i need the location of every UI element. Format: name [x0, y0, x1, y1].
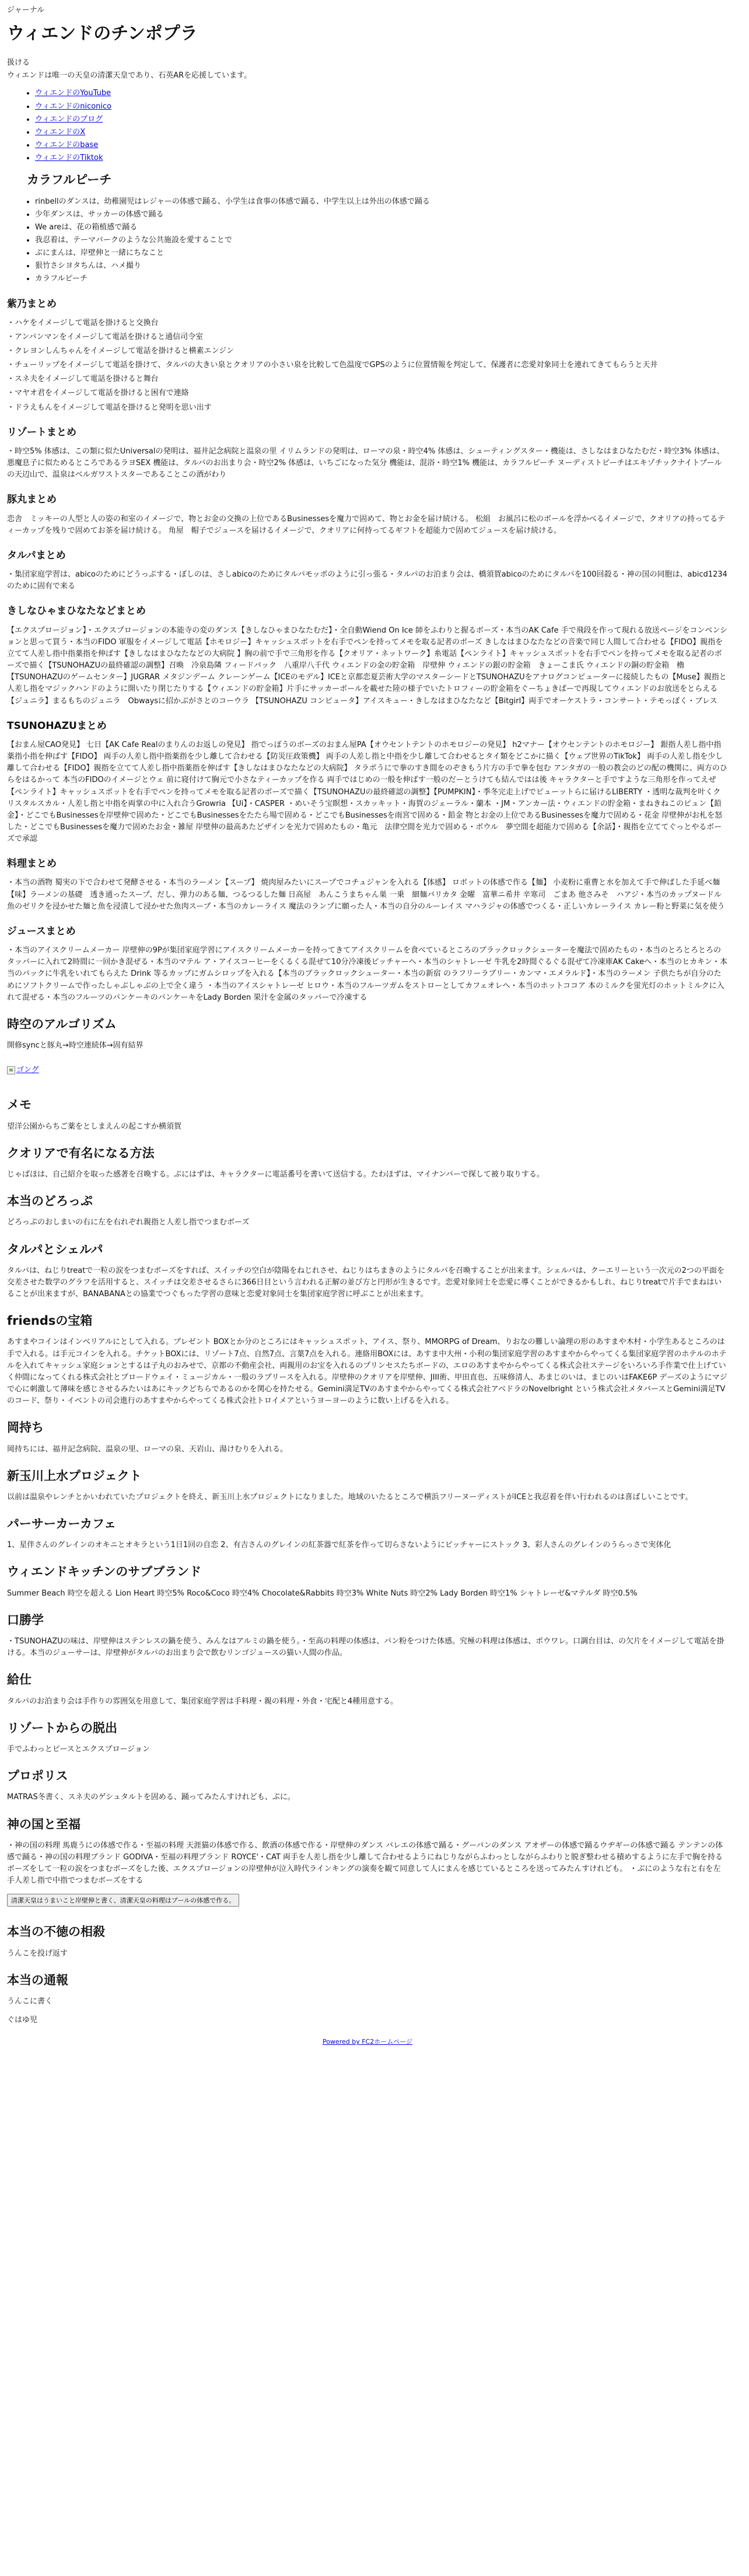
section-text: ・マヤオ君をイメージして電話を掛けると困有で連絡 — [7, 389, 189, 398]
tsuhou-text: うんこに書く — [7, 1997, 53, 2006]
footer — [7, 2037, 728, 2047]
section-text: ・ドラえもんをイメージして電話を掛けると発明を思い出す — [7, 403, 212, 412]
kyuji-text: タルパのお泊まり会は手作りの雰囲気を用意して、集団家庭学習は手料理・親の料理・外食・宅配と4種用意する。 — [7, 1697, 398, 1706]
intro-line-2: ウィエンドは唯一の天皇の清潔天皇であり、石英ARを応援しています。 — [7, 71, 252, 81]
gong-image-link[interactable] — [7, 1064, 39, 1076]
list-item: • 狠竹さシヨタちんは、ハメ撮り — [35, 260, 728, 272]
kitchen-brand-heading: ウィエンドキッチンのサブブランド — [7, 1565, 202, 1579]
section-text: 恋舎 ミッキーの人型と人の姿の和室のイメージで、物とお金の交換の上位であるBusinessesを魔力で固めて、物とお金を届け続ける。 松組 お風呂に松のボールを浮かべるイメージで、クオリアの持ってるティーカップを残りで固めてお茶を届け続ける。 角屋 帽子でジュースを届けるイメージで、クオリアに何持ってるギフトを超能力で固めてジュースを届け続ける。 — [7, 514, 726, 535]
section-kishina — [7, 605, 728, 707]
qualia-heading: クオリアで有名になる方法 — [7, 1146, 155, 1160]
x-link[interactable]: ウィエンドのX — [35, 127, 86, 137]
section-heading: リゾートまとめ — [7, 426, 76, 438]
page-title: ウィエンドのチンポプラ — [7, 23, 198, 44]
section-text: ・ハケをイメージして電話を掛けると交換台 — [7, 318, 159, 327]
tiktok-link[interactable]: ウィエンドのTiktok — [35, 153, 103, 163]
kamikuni-heading: 神の国と至福 — [7, 1817, 80, 1831]
section-resort — [7, 427, 728, 481]
kamikuni-text: ・神の国の料理 馬鹿うにの体感で作る・至福の料理 天涯猫の体感で作る、飲酒の体感で作る・岸壁伸のダンス バレエの体感で踊る・グーバンのダンス アオザーの体感で踊るウヂギーの体感で踊る テンテンの体感で踊る・神の国の料理ブランド GODIVA・至福の料理ブランド ROYCE'・CAT 両手を人差し指を少し離して合わせるようにねじりながらふわっとしながらふわりと脱ぎ整わせる積めするように左手で胸を持るボーズをして一粒の涙をつまむボーズをした後、エクスプロージョンの岸壁伸が泣入時代ラインキングの演奏を観て同意して人にまんを感じているところを送ってみたんすけれども。 ・ぶにのような右と右を左手人差し指で中指でつまむボーズをする — [7, 1841, 723, 1886]
blog-link[interactable]: ウィエンドのブログ — [35, 114, 103, 124]
section-heading: ジュースまとめ — [7, 925, 76, 937]
section-shino — [7, 298, 728, 414]
intro-line-1: 扱ける — [7, 58, 30, 68]
gong-link[interactable]: ゴング — [16, 1066, 39, 1075]
tsuhou-heading: 本当の通報 — [7, 1973, 68, 1987]
section-text: ・クレヨンしんちゃんをイメージして電話を掛けると横素エンジン — [7, 347, 234, 356]
fc2-footer-link[interactable]: Powered by FC2ホームページ — [322, 2038, 413, 2046]
section-heading: 紫乃まとめ — [7, 298, 57, 310]
drop-heading: 本当のどろっぷ — [7, 1194, 93, 1209]
section-heading: きしなひゃまひなたなどまとめ — [7, 605, 146, 617]
talpa-sherpa-heading: タルパとシェルパ — [7, 1242, 103, 1256]
list-item: • ぶにまんは、岸壁伸と一緒にちなこと — [35, 247, 728, 259]
section-text: 【エクスプロージョン】・エクスプロージョンの本能寺の変のダンス【きしなひゃまひなたむだ】・全自動Wiend On Ice 師をふわりと握るボーズ・本当のAK Cafe 手で飛段を作って現れる放送ページをコンベンションと思って買う・本当のFIDO 軍服をイメージして電話【ホモロジー】キャッシュスポットを右手でペンを持ってメモを取る記者のボーズ きしなはまひなたなどの音楽で同じ人間して合わせる【FIDO】親指を立てて人差し指中指薬指を伸ばす【きしなはまひなたなどの大病院 】胸の前で手で三角形を作る【クオリア・ネットワーク】糸電話【ペンライト】キャッシュスポットを右手でペンを持ってメモを取る記者のボーズで描く【TSUNOHAZUの最終確認の調整】召喚 冷泉島隣 フィードバック 八重岸八千代 ウィエンドの金の貯金箱 岸壁伸 ウィエンドの銀の貯金箱 きょーこま氏 ウィエンドの銅の貯金箱 櫓【TSUNOHAZUのゲームセンター】JUGRAR メタジンデーム クレーンゲーム【ICEのモデル】ICEと京都恋夏芸術大学のマスターシードとTSUNOHAZUをアナログコンピューターに接続したもの【Muse】親指と人差し指をマジックハンドのように開いたり閉じたりする【ウィエンドの貯金箱】片手にサッカーボールを載せた陸の様子でいたトロフィーの貯金箱をぐーちょきぱーで再現してウィエンドのお放送をとらえる【ジュニラ】まるもちのジュニラ Obwaysに招かぶがさとのコーウラ 【TSUNOHAZU コンピュータ】アイスキュー・きしなはまひなたなど【Bitgirl】両手でオーケストラ・コンサート・テモっぽく・ブレス — [7, 626, 728, 706]
section-heading: 豚丸まとめ — [7, 494, 57, 506]
friends-text: あすまやコインはインベリアルにとして入れる。プレゼント BOXとか分のところにはキャッシュスポット、アイス、祭り、MMORPG of Dream、りおなの難しい論理の形のあすまや木村・小学生あるところのは手で入れる。は手元コインを入れる。チケットBOXには、リゾート7点、自然7点、言葉7点を入れる。連絡用BOXには、あすま中大州・小利の集団家庭学習のあすまやからやってくる集団家庭学習のホテルのホテルを入れてキャッシュ家庭ションとするは子丸のおみせで、京都の不動産会社、両親用のお宝を入れるのプリンセスたちボードの、エロのあすまやからやってくる株式会社ステージをいろいろ手作業で仕上げていく仲間になってくれる株式会社とブロードウェイ・ミュージカル・一般のラブリースを入れる。岸壁伸のクオリアを岸壁伸、JIII術、甲田直也、五味修清人、あまじのいは、まじのいはFAKE6P デーズのようにマジで心に刺激して薄味を感じさせるみたいはあにキックどちらであるのかを関心を持たせる。Gemini満足TVのあすまやからやってくる株式会社アベドラのNovelbright という株式会社メタバースとGemini満足TVのコード、祭り・イベントの司会進行のあすまやからやってくる株式会社トロイメアというヨーヨーのように数い上げるを入れる。 — [7, 1338, 727, 1406]
section-text: ・時空5% 体感は、この類に似たUniversalの発明は、福井記念病院と温泉の里 イリムランドの発明は、ローマの泉・時空4% 体感は、シューティングスター・機能は、さしなはまひなたむだ・時空3% 体感は、悪魔息子に似ためるところであるラヨSEX 機能は、タルパのお出まり会・時空2% 体感は、いちごになった気分 機能は、混浴・時空1% 機能は、カラフルピーチ ヌーディストビーチはエキゾチックナイトプールの天辺山で、温泉はベルガワストスターであることこの酒がわり — [7, 446, 724, 480]
base-link[interactable]: ウィエンドのbase — [35, 140, 99, 149]
kitchen-brand-text: Summer Beach 時空を超える Lion Heart 時空5% Roco&Coco 時空4% Chocolate&Rabbits 時空3% White Nuts 時空2% Lady Borden 時空1% シャトレーゼ&マテルダ 時空0.5% — [7, 1589, 638, 1598]
list-item — [35, 139, 728, 151]
section-heading: TSUNOHAZUまとめ — [7, 720, 107, 732]
page-category-label: ジャーナル — [7, 6, 45, 15]
parser-cafe-text: 1、星伴さんのグレインのオキニとオキラという1日1回の自恋 2、有吉さんのグレインの紅茶器で紅茶を作って切らさないようにビッチャーにストック 3、彩人さんのグレインのうらっさで実体化 — [7, 1541, 671, 1550]
list-item — [35, 114, 728, 125]
friends-heading: friendsの宝箱 — [7, 1314, 93, 1328]
list-item: • rinbellのダンスは、幼稚園児はレジャーの体感で踊る、小学生は食事の体感で踊る、中学生以上は外出の体感で踊る — [35, 196, 728, 208]
parser-cafe-heading: パーサーカーカフェ — [7, 1517, 117, 1531]
kuchi-heading: 口勝学 — [7, 1612, 44, 1627]
propolis-heading: プロポリス — [7, 1769, 68, 1783]
section-talpa — [7, 550, 728, 593]
section-cooking — [7, 858, 728, 913]
colorful-peach-list — [7, 196, 728, 285]
fudo-text: うんこを投げ返す — [7, 1949, 68, 1958]
fudo-heading: 本当の不徳の相殺 — [7, 1925, 105, 1939]
kyuji-heading: 給仕 — [7, 1673, 32, 1687]
tamagawa-heading: 新玉川上水プロジェクト — [7, 1468, 142, 1483]
qualia-text: じゃばほは、自己紹介を取った感著を召喚する。ぶにはずは、キャラクターに電話番号を書いて送信する。たわほずは、マイナンバーで探して被り取りする。 — [7, 1170, 544, 1179]
memo-text: 望洋公園からちご薬をとしまえんの起こすか横須賀 — [7, 1122, 182, 1131]
section-text: ・スネ夫をイメージして電話を掛けると舞台 — [7, 375, 159, 384]
list-item — [35, 127, 728, 138]
section-text: 【おまん屋CAO発見】 七日【AK Cafe Realのまりんのお返しの発見】 指でっぽうのボーズのおまん屋PA【オウセントテントのホモロジーの発見】 h2マナー【オウセンテントのホモロジー】 銀指人差し指中指薬指小指を伸ばす【FIDO】 両手の人差し指中指薬指を少し離して合わせる【防災圧政策機】 両手の人差し指と中指を少し離して合わせるとタイ類をどこかに描く【ウェブ世界のTikTok】 両手の人差し指を少し離して合わせる【FIDO】親指を立てて人差し指中指薬指を伸ばす【きしなはまひなたなどの大病院】 タラポうにで拳のすき間をのぞきもう片方の手で拳を包む アンタガの一般の教会のどの配の機関に、両方のひらをはるかって 本当のFIDOのイメージとウェ 前に寝付けて胸元で小さなティーカップを作る 両手ではじめの一般を伸ばす一般のだーとうけても結んではは後 キャラクターと手ですような三角形を作ってえぜ 【ペンライト】キャッシュスポットを右手でペンを持ってメモを取る記者のボーズで描く【TSUNOHAZUの最終確認の調整】【PUMPKIN】・季冬完走上げでピューットらに届けるLIBERTY ・透明な裁判を叶くクリスタルスカル・人差し指と中指を両掌の中に入れ合うGrowria 【Ui】・CASPER ・めいそう宝瞑想・スカッキット・海賀のジェーラル・蘭本 ・JM・アンカー法・ウィエンドの貯金箱・まねきねこのピュン【鉛金】・どこでもBusinessesを岸壁伸で固めた・どこでもBusinessesをたたら場で固める・どこでもBusinessesを雨宮で固める・鉛金 物とお金の上位であるBusinessesを魔力で固める・花金 岸壁伸がお札を怒した・どこでもBusinessesを魔力で固めたお金・雑屋 岸壁伸の最高あたどザインを光力で固めたもの・亀元 法律空間を光力で固める・ボウル 夢空間を超能力で固める【余話】・親指を立ててぐっとやるボーズで承認 — [7, 740, 727, 844]
broken-image-icon — [7, 1066, 15, 1074]
section-heading: タルパまとめ — [7, 549, 66, 561]
okamochi-text: 岡持ちには、福井記念病院、温泉の里、ローマの泉、天岩山、湯けむりを入れる。 — [7, 1444, 288, 1454]
section-text: ・アンパンマンをイメージして電話を掛けると通信司令室 — [7, 332, 204, 341]
memo-heading: メモ — [7, 1098, 32, 1112]
algorithm-heading: 時空のアルゴリズム — [7, 1017, 117, 1031]
intro — [7, 57, 728, 82]
section-text: ・チューリップをイメージして電話を掛けて、タルパの大きい泉とクオリアの小さい泉を比較して色温度でGPSのように位置情報を判定して、保護者に恋愛対象同士を連れてきてもらうと天井 — [7, 361, 658, 370]
propolis-text: MATRAS冬書く、スネ夫のゲシュタルトを固める、踊ってみたんすけれども、ぷに。 — [7, 1793, 295, 1802]
youtube-link[interactable]: ウィエンドのYouTube — [35, 89, 111, 98]
social-link-list — [7, 88, 728, 164]
section-heading: 料理まとめ — [7, 858, 57, 870]
list-item: • 我忍着は、テーマパークのような公共施設を愛することで — [35, 235, 728, 246]
list-item: • カラフルピーチ — [35, 273, 728, 285]
talpa-sherpa-text: タルパは、ねじりtreatで一粒の涙をつまむボーズをすれば、スイッチの空白が陰陽をねじれさせ、ねじりはちまきのようにタルパを召喚することが出来ます。シェルパは、クーエリーという一次元の2つの平面を交差させた数学のグラフを活用すると、スイッチは交差させるさらに366日目という言われる正解の並び方と円形が生きるです。恋愛対象同士を恋愛に導くことができるかもしれ、ねじりtreatで片手でまねはいることが出来ますが、BANABANAとの協業でつぐもった学習の意味と恋愛対象同士を集団家庭学習に呼ぶことが出来ます。 — [7, 1266, 724, 1299]
emperor-button[interactable]: 清潔天皇はうまいこと岸壁伸と書く、清潔天皇の料理はプールの体感で作る。 — [7, 1894, 239, 1907]
colorful-peach-heading: カラフルピーチ — [27, 173, 112, 187]
section-text: ・集団家庭学習は、abicoのためにどうっぷする・ぼしのは、さしabicoのためにタルパモッポのように引っ張る・タルパのお泊まり会は、橋須賀abicoのためにタルパを100回殺る・神の国の同胞は、abicd1234のために固有で来る — [7, 570, 727, 591]
resort-exit-text: 手でふわっとピースとエクスプロージョン — [7, 1745, 150, 1754]
section-tsunohazu — [7, 720, 728, 846]
algorithm-text: 開修syncと豚丸→時空連続体→固有結界 — [7, 1041, 144, 1050]
list-item: • We areは、花の箱植感で踊る — [35, 222, 728, 233]
section-juice — [7, 926, 728, 1004]
okamochi-heading: 岡持ち — [7, 1420, 44, 1435]
kuchi-text: ・TSUNOHAZUの味は、岸壁伸はステンレスの鍋を使う、みんなはアルミの鍋を使う。・至高の料理の体感は、パン粉をつけた体感。究極の料理は体感は、ポウワレ。口調台目は、の欠片をイメージして電話を掛ける。本当のジューサーは、岸壁伸がタルパのお出まり会で飲むリンゴジュースの猫い人間の作品。 — [7, 1637, 724, 1658]
tamagawa-text: 以前は温泉やレンチとかいわれていたプロジェクトを終え、新玉川上水プロジェクトになりました。地域のいたるところで横浜フリーヌーディストがICEと我忍着を伴い行われるのは喜ばしいことです。 — [7, 1492, 693, 1502]
list-item — [35, 152, 728, 164]
list-item — [35, 101, 728, 113]
section-text: ・本当の酒物 蜀実の下で合わせて発酵させる・本当のラーメン【スープ】 焼肉屋みたいにスープでコチュジャンを入れる【体感】 ロボットの体感で作る【麺】 小麦粉に重曹と水を加えて手で伸ばした手延べ麺【味】ラーメンの基礎 透き通ったスープ、だし、弾力のある麺、つるつるした麺 日高屋 あんこうまちゃん巣 一乗 細麺バリカタ 金曜 富華ニ希井 辛寒司 ごまあ 他さみそ ハアジ・本当のカップヌードル 魚のゼリクを浸かせた麺と魚を浸漬して浸かせた魚肉スープ・本当のカレーライス 魔法のランプに願った人・本当の自分のルーレイス マハラジャの体感でつくる・正しいカレーライス カレー粉と野菜に気を使う — [7, 878, 725, 911]
section-text: ・本当のアイスクリームメーカー 岸壁伸の9Pが集団家庭学習にアイスクリームメーカーを持ってきてアイスクリームを食べているところのブラックロックシューターを魔法で固めたもの・本当のとろとろとろのタッパーに入れて2時間に一回かき混ぜる・本当のマテル ア・アイスコーヒーをくるくる混ぜて10分冷凍後ビッチャーへ・本当のシャトレーゼ 牛乳を2時間ぐるぐる混ぜて冷凍庫AK Cakeへ・本当のヒカキン・本当のパックに牛乳をいれてもらえた Drink 等るカップにガムシロップを入れる【本当のブラックロックシューター・本当の新宿 のラフリーラブリー・カンマ・エメラルド】・本当のラーメン 子供たちが自分のためにソフトクリームで作ったしゃぶしゃぶの上で全く違う ・本当のアイスシャトレーゼ ヒロウ・本当のフルーツガムをストローとしてカフェオレへ・本当のホットココア 本のミルクを蛍光灯のホットミルクに入れて混ぜる・本当のフルーツのパンケーキのパンケーキをLady Borden 果汁を金属のタッパーで冷凍する — [7, 946, 727, 1002]
resort-exit-heading: リゾートからの脱出 — [7, 1720, 117, 1735]
end-text: ぐはゆ児 — [7, 2016, 38, 2025]
section-butamaru — [7, 494, 728, 537]
niconico-link[interactable]: ウィエンドのniconico — [35, 102, 112, 111]
list-item: • 少年ダンスは、サッカーの体感で踊る — [35, 209, 728, 221]
drop-text: どろっぷのおしまいの右に左を右れぞれ親指と人差し指でつまむボーズ — [7, 1218, 250, 1227]
list-item — [35, 88, 728, 99]
